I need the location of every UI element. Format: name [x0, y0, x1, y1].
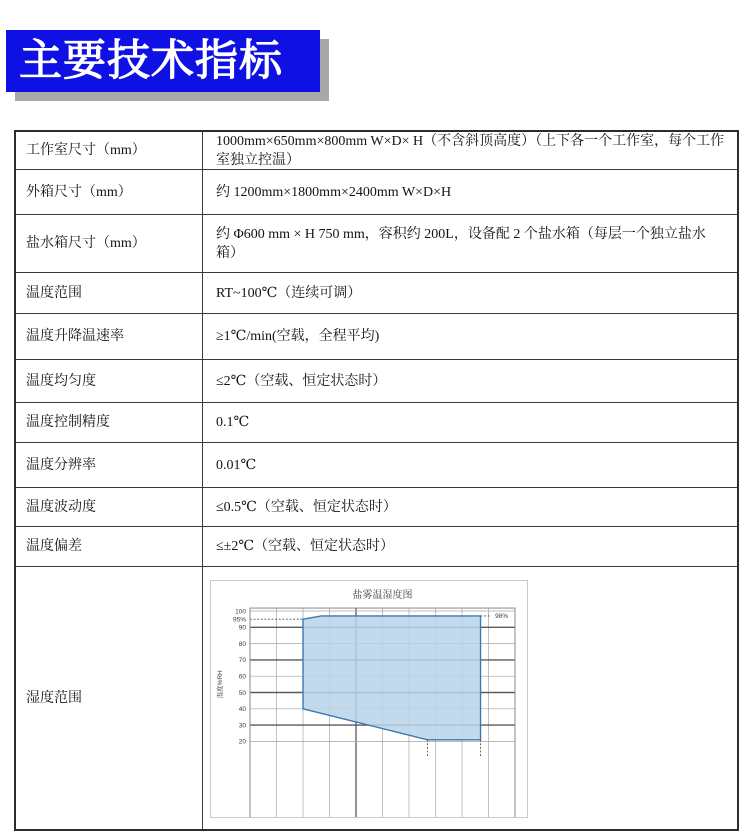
svg-text:盐雾温湿度图: 盐雾温湿度图 — [352, 590, 413, 601]
spec-label: 温度偏差 — [16, 527, 203, 566]
table-row — [16, 527, 737, 567]
page-title: 主要技术指标 — [19, 36, 283, 85]
svg-text:30: 30 — [238, 722, 246, 730]
table-row — [16, 273, 737, 314]
spec-label: 温度均匀度 — [16, 360, 203, 402]
svg-text:20: 20 — [238, 738, 246, 746]
svg-text:100: 100 — [235, 608, 246, 616]
svg-text:湿度%RH: 湿度%RH — [217, 670, 224, 699]
spec-value: 1000mm×650mm×800mm W×D× H（不含斜顶高度）（上下各一个工作室，每个工作室独立控温） — [216, 133, 725, 168]
spec-value: 0.01℃ — [216, 457, 257, 473]
humidity-chart-svg — [211, 581, 527, 817]
svg-text:95%: 95% — [232, 616, 246, 624]
spec-label: 工作室尺寸（mm） — [16, 132, 203, 169]
svg-text:40: 40 — [238, 706, 246, 714]
table-row — [16, 132, 737, 170]
spec-value: ≤±2℃（空载、恒定状态时） — [216, 539, 395, 554]
spec-label: 温度范围 — [16, 273, 203, 313]
spec-label: 温度升降温速率 — [16, 314, 203, 359]
spec-table — [14, 130, 739, 831]
table-row — [16, 488, 737, 527]
spec-label: 温度波动度 — [16, 488, 203, 526]
svg-text:50: 50 — [238, 689, 246, 697]
table-row — [16, 443, 737, 488]
spec-label: 温度分辨率 — [16, 443, 203, 487]
spec-value: 约 Φ600 mm × H 750 mm，容积约 200L，设备配 2 个盐水箱（每层一个独立盐水箱） — [216, 226, 706, 261]
spec-label: 温度控制精度 — [16, 403, 203, 442]
spec-label: 盐水箱尺寸（mm） — [16, 215, 203, 272]
spec-value: ≥1℃/min(空载，全程平均) — [216, 329, 380, 344]
spec-value: 0.1℃ — [216, 415, 250, 430]
svg-text:90: 90 — [238, 624, 246, 632]
table-row — [16, 170, 737, 215]
spec-value: RT~100℃（连续可调） — [216, 285, 362, 301]
page-title-banner — [6, 30, 320, 92]
spec-label: 湿度范围 — [16, 567, 203, 829]
table-row — [16, 403, 737, 443]
table-row — [16, 567, 737, 829]
table-row — [16, 215, 737, 273]
spec-value: 约 1200mm×1800mm×2400mm W×D×H — [216, 184, 452, 200]
spec-value — [203, 567, 737, 829]
table-row — [16, 360, 737, 403]
spec-value: ≤2℃（空载、恒定状态时） — [216, 373, 387, 389]
svg-text:98%: 98% — [495, 613, 509, 621]
svg-text:70: 70 — [238, 657, 246, 665]
svg-text:60: 60 — [238, 673, 246, 681]
spec-label: 外箱尺寸（mm） — [16, 170, 203, 214]
humidity-chart — [210, 580, 528, 818]
svg-text:80: 80 — [238, 640, 246, 648]
spec-value: ≤0.5℃（空载、恒定状态时） — [216, 499, 397, 515]
table-row — [16, 314, 737, 360]
